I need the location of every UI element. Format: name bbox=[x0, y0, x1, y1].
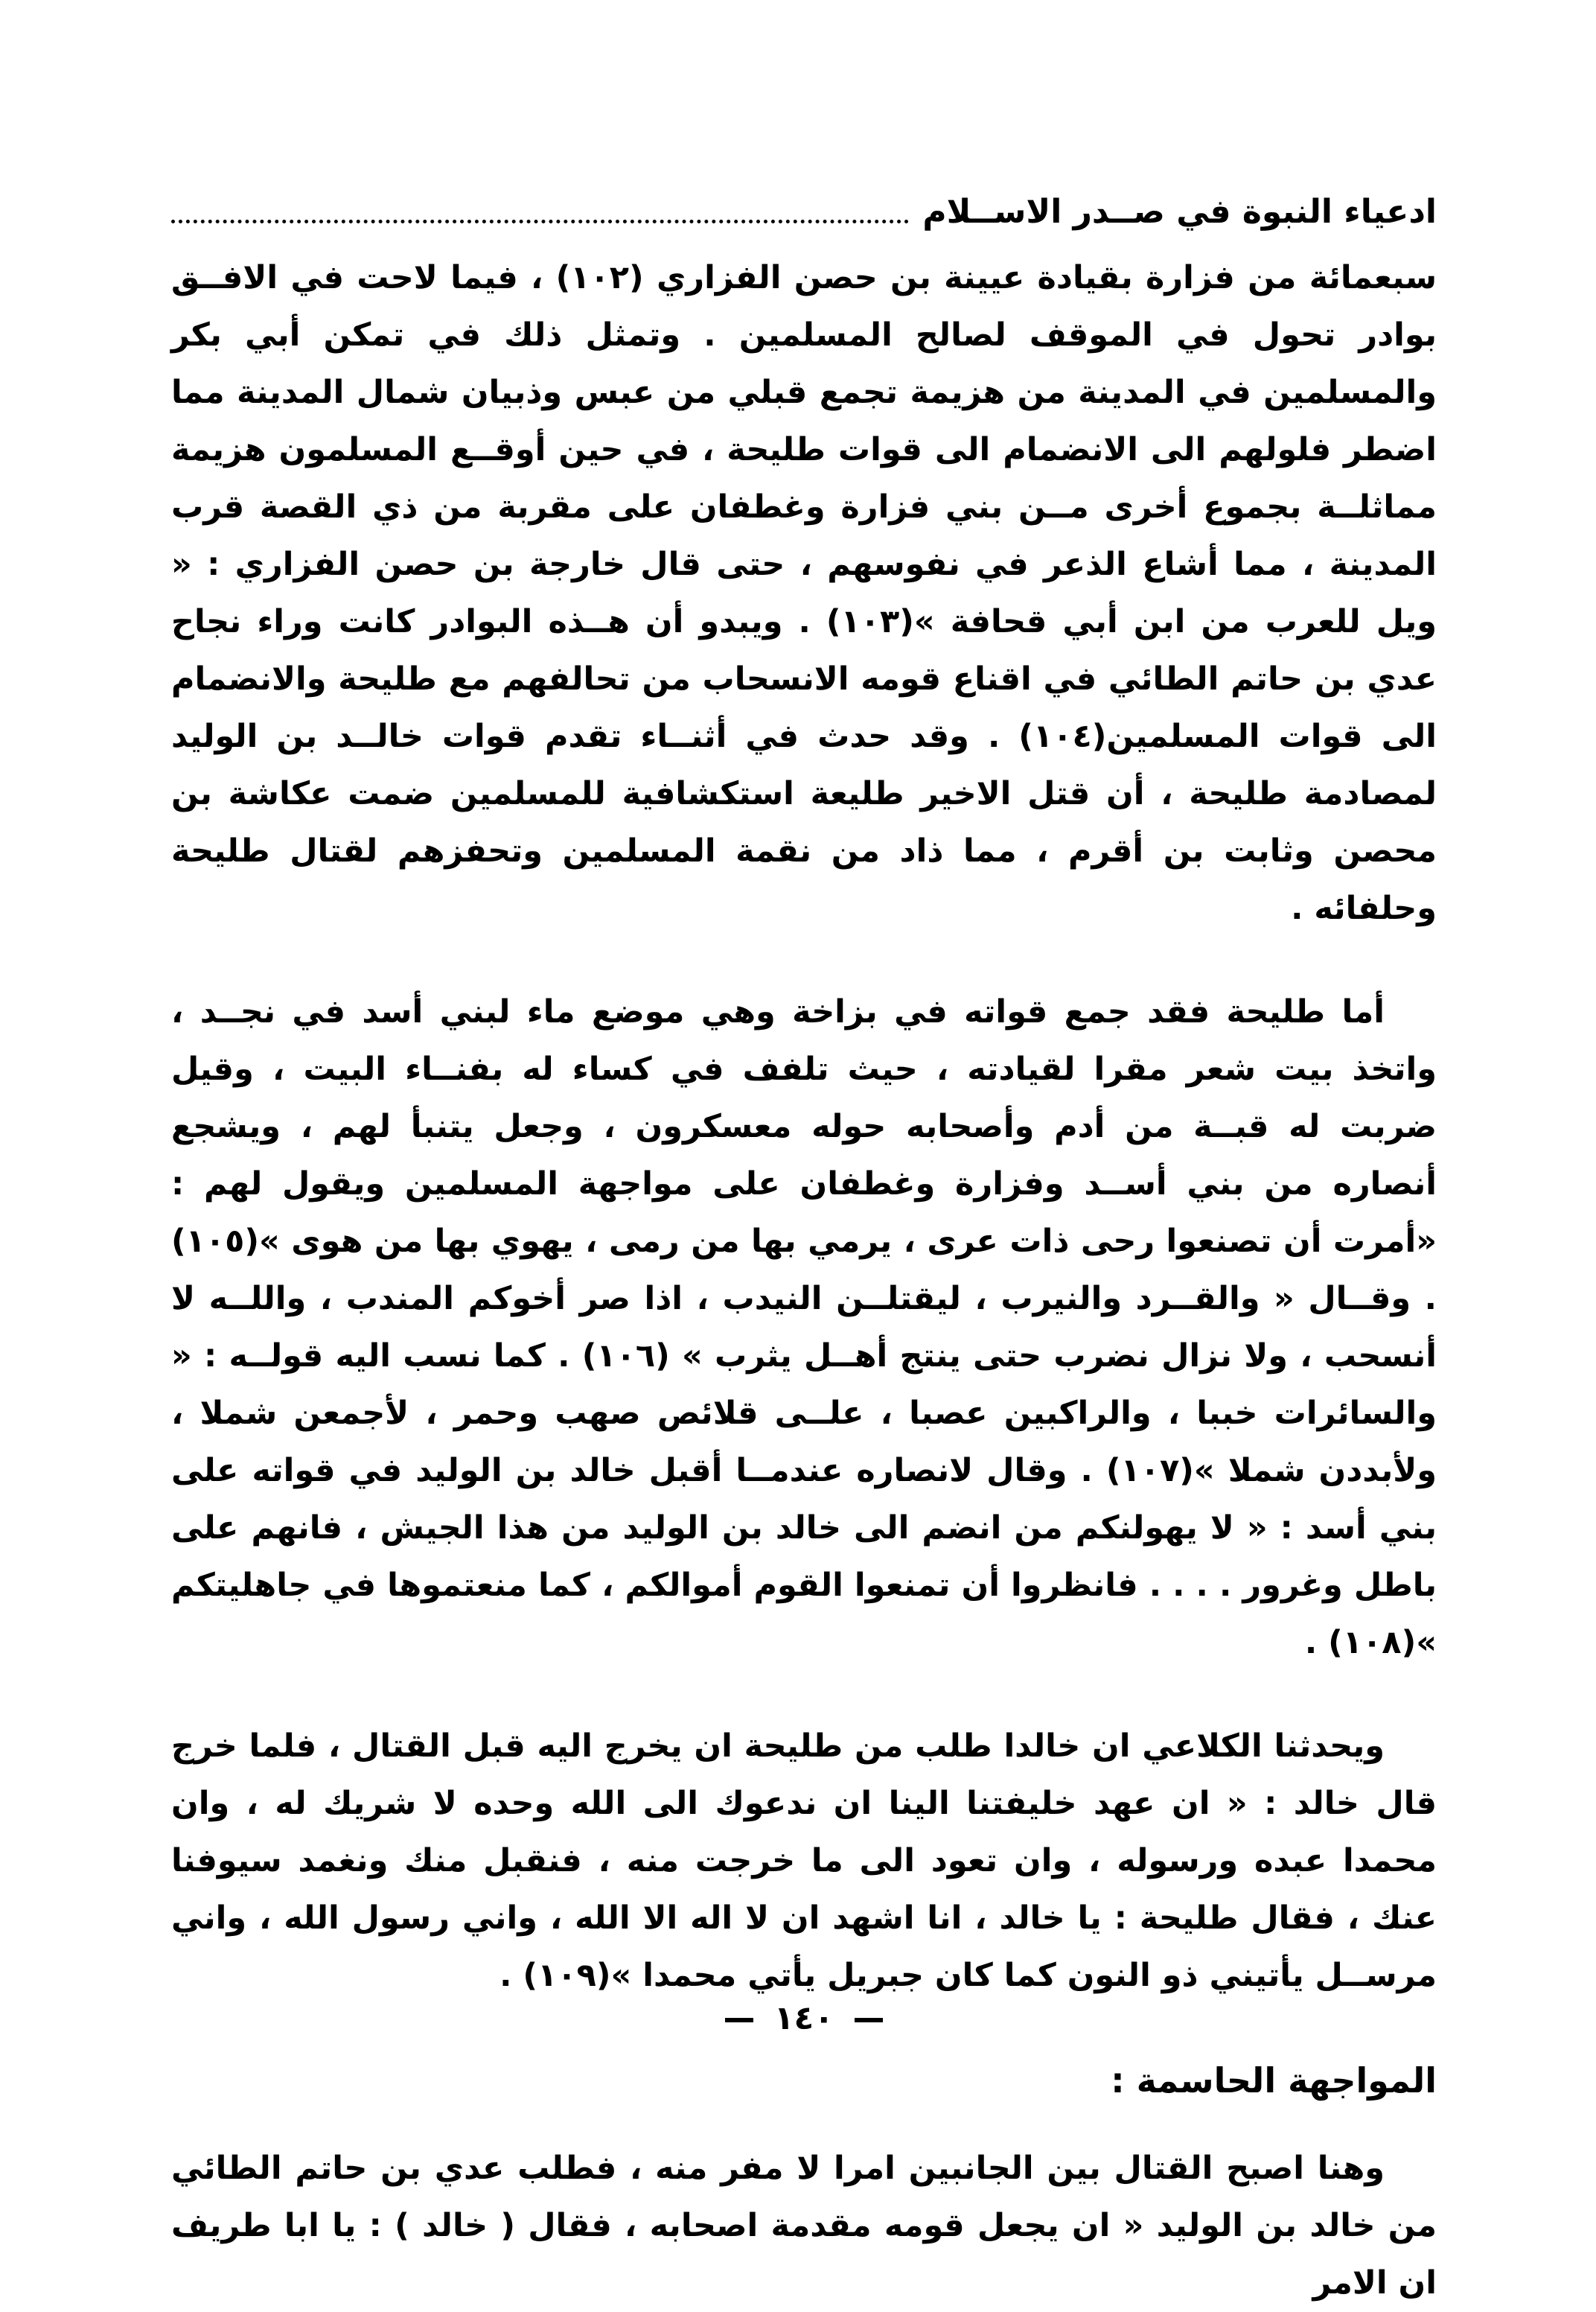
page-number-dash-left bbox=[725, 2018, 753, 2022]
paragraph-4: وهنا اصبح القتال بين الجانبين امرا لا مفر منه ، فطلب عدي بن حاتم الطائي من خالد بن الوليد « ان يجعل قومه مقدمة اصحابه ، فقال ( خالد ) : يا ابا طريف ان الامر bbox=[171, 2150, 1437, 2302]
paragraph-3: ويحدثنا الكلاعي ان خالدا طلب من طليحة ان يخرج اليه قبل القتال ، فلما خرج قال خالد : « ان عهد خليفتنا الينا ان ندعوك الى الله وحده لا شريك له ، وان محمدا عبده ورسوله ، وان تعود الى ما خرجت منه ، فنقبل منك ونغمد سيوفنا عنك ، فقال طليحة : يا خالد ، انا اشهد ان لا اله الا الله ، واني رسول الله ، واني مرســل يأتيني ذو النون كما كان جبريل يأتي محمدا »(١٠٩) . bbox=[171, 1727, 1437, 1994]
section-heading: المواجهة الحاسمة : bbox=[1111, 2060, 1437, 2101]
page-number: ١٤٠ bbox=[773, 1999, 834, 2037]
page-number-footer bbox=[171, 1999, 1437, 2037]
header-dotted-rule bbox=[171, 220, 909, 223]
page-number-dash-right bbox=[855, 2018, 883, 2022]
book-page bbox=[171, 0, 1437, 2302]
paragraph-1: سبعمائة من فزارة بقيادة عيينة بن حصن الفزاري (١٠٢) ، فيما لاحت في الافــق بوادر تحول في الموقف لصالح المسلمين . وتمثل ذلك في تمكن أبي بكر والمسلمين في المدينة من هزيمة تجمع قبلي من عبس وذبيان شمال المدينة مما اضطر فلولهم الى الانضمام الى قوات طليحة ، في حين أوقــع المسلمون هزيمة مماثلــة بجموع أخرى مــن بني فزارة وغطفان على مقربة من ذي القصة قرب المدينة ، مما أشاع الذعر في نفوسهم ، حتى قال خارجة بن حصن الفزاري : « ويل للعرب من ابن أبي قحافة »(١٠٣) . ويبدو أن هــذه البوادر كانت وراء نجاح عدي بن حاتم الطائي في اقناع قومه الانسحاب من تحالفهم مع طليحة والانضمام الى قوات المسلمين(١٠٤) . وقد حدث في أثنــاء تقدم قوات خالــد بن الوليد لمصادمة طليحة ، أن قتل الاخير طليعة استكشافية للمسلمين ضمت عكاشة بن محصن وثابت بن أقرم ، مما ذاد من نقمة المسلمين وتحفزهم لقتال طليحة وحلفائه . bbox=[171, 259, 1437, 927]
running-header bbox=[171, 186, 1437, 238]
paragraph-2: أما طليحة فقد جمع قواته في بزاخة وهي موضع ماء لبني أسد في نجــد ، واتخذ بيت شعر مقرا لقيادته ، حيث تلفف في كساء له بفنــاء البيت ، وقيل ضربت له قبــة من أدم وأصحابه حوله معسكرون ، وجعل يتنبأ لهم ، ويشجع أنصاره من بني أســد وفزارة وغطفان على مواجهة المسلمين ويقول لهم : «أمرت أن تصنعوا رحى ذات عرى ، يرمي بها من رمى ، يهوي بها من هوى »(١٠٥) . وقــال « والقــرد والنيرب ، ليقتلــن النيدب ، اذا صر أخوكم المندب ، واللــه لا أنسحب ، ولا نزال نضرب حتى ينتج أهــل يثرب » (١٠٦) . كما نسب اليه قولــه : « والسائرات خببا ، والراكبين عصبا ، علــى قلائص صهب وحمر ، لأجمعن شملا ، ولأبددن شملا »(١٠٧) . وقال لانصاره عندمــا أقبل خالد بن الوليد في قواته على بني أسد : « لا يهولنكم من انضم الى خالد بن الوليد من هذا الجيش ، فانهم على باطل وغرور . . . . فانظروا أن تمنعوا القوم أموالكم ، كما منعتموها في جاهليتكم »(١٠٨) . bbox=[171, 993, 1437, 1661]
running-title: ادعياء النبوة في صــدر الاســلام bbox=[922, 193, 1437, 231]
